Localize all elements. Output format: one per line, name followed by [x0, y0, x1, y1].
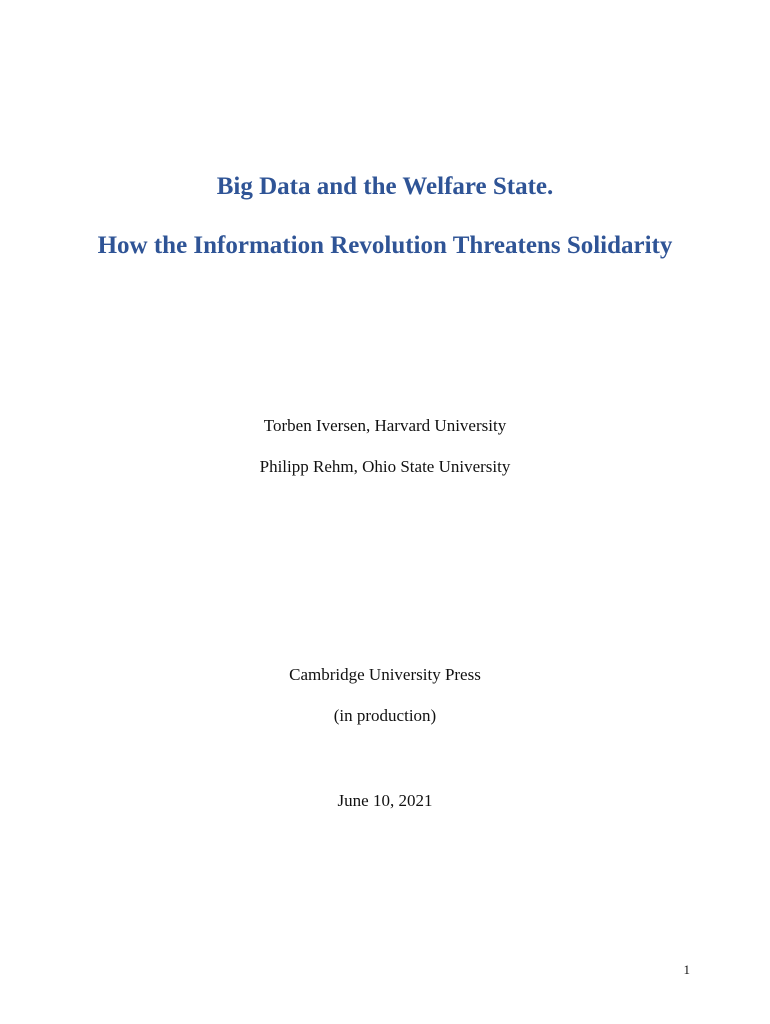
publication-status: (in production) — [333, 706, 437, 725]
document-date: June 10, 2021 — [337, 791, 433, 810]
author-1: Torben Iversen, Harvard University — [263, 416, 507, 435]
publisher-name: Cambridge University Press — [289, 665, 481, 684]
page-number: 1 — [683, 962, 690, 977]
author-2: Philipp Rehm, Ohio State University — [259, 457, 511, 476]
title-line-2: How the Information Revolution Threatens Solidarity — [97, 232, 673, 259]
title-line-1: Big Data and the Welfare State. — [216, 173, 554, 200]
